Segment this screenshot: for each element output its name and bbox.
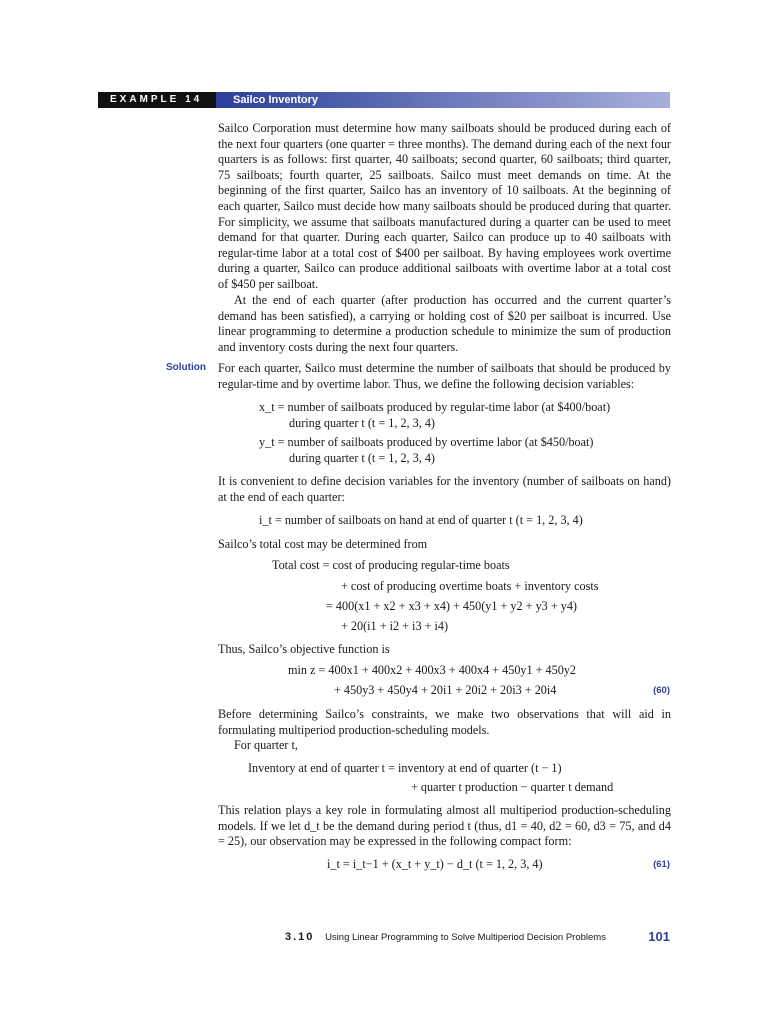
- equation-cost-line-1: Total cost = cost of producing regular-time boats: [272, 558, 510, 572]
- equation-objective-line-2: + 450y3 + 450y4 + 20i1 + 20i2 + 20i3 + 20i4: [334, 683, 557, 697]
- paragraph-inventory-vars: It is convenient to define decision variables for the inventory (number of sailboats on hand) at the end of each quarter:: [218, 474, 671, 504]
- equation-it-definition: i_t = number of sailboats on hand at end of quarter t (t = 1, 2, 3, 4): [259, 513, 583, 527]
- equation-number-61: (61): [653, 859, 670, 870]
- equation-number-60: (60): [653, 685, 670, 696]
- example-title: Sailco Inventory: [216, 92, 670, 108]
- footer-section-title: Using Linear Programming to Solve Multiperiod Decision Problems: [325, 932, 606, 943]
- equation-objective-line-1: min z = 400x1 + 400x2 + 400x3 + 400x4 + 450y1 + 450y2: [288, 663, 577, 677]
- paragraph-total-cost-intro: Sailco’s total cost may be determined from: [218, 537, 428, 551]
- equation-cost-line-2: + cost of producing overtime boats + inventory costs: [341, 579, 599, 593]
- paragraph-objective-intro: Thus, Sailco’s objective function is: [218, 642, 390, 656]
- equation-cost-line-3: = 400(x1 + x2 + x3 + x4) + 450(y1 + y2 + y3 + y4): [326, 599, 577, 613]
- equation-inventory-line-1: Inventory at end of quarter t = inventory at end of quarter (t − 1): [248, 761, 562, 775]
- paragraph-constraints-intro: Before determining Sailco’s constraints, we make two observations that will aid in formulating multiperiod production-scheduling models.: [218, 707, 671, 737]
- equation-yt-definition: y_t = number of sailboats produced by overtime labor (at $450/boat): [259, 435, 594, 449]
- paragraph-holding-cost: At the end of each quarter (after production has occurred and the current quarter’s demand has been satisfied), a carrying or holding cost of $20 per sailboat is incurred. Use linear programming to determine a production schedule to minimize the sum of production and inventory costs during the next four quarters.: [218, 293, 671, 354]
- page-number: 101: [648, 929, 670, 944]
- footer-section-number: 3.10: [285, 931, 315, 943]
- paragraph-relation: This relation plays a key role in formulating almost all multiperiod production-scheduling models. If we let d_t be the demand during period t (thus, d1 = 40, d2 = 60, d3 = 75, and d4 = 25), our observation may be expressed in the following compact form:: [218, 803, 671, 849]
- example-banner: [98, 92, 670, 108]
- equation-cost-line-4: + 20(i1 + i2 + i3 + i4): [341, 619, 449, 633]
- equation-yt-definition-cont: during quarter t (t = 1, 2, 3, 4): [289, 451, 435, 465]
- solution-label: Solution: [166, 362, 206, 373]
- paragraph-solution-intro: For each quarter, Sailco must determine the number of sailboats that should be produced by regular-time and by overtime labor. Thus, we define the following decision variables:: [218, 361, 671, 391]
- equation-xt-definition: x_t = number of sailboats produced by regular-time labor (at $400/boat): [259, 400, 611, 414]
- equation-compact-form: i_t = i_t−1 + (x_t + y_t) − d_t (t = 1, 2, 3, 4): [327, 857, 543, 871]
- paragraph-for-quarter: For quarter t,: [234, 738, 298, 752]
- example-number: EXAMPLE 14: [98, 92, 216, 108]
- equation-xt-definition-cont: during quarter t (t = 1, 2, 3, 4): [289, 416, 435, 430]
- paragraph-problem: Sailco Corporation must determine how many sailboats should be produced during each of the next four quarters (one quarter = three months). The demand during each of the next four quarters is as follows: first quarter, 40 sailboats; second quarter, 60 sailboats; third quarter, 75 sailboats; fourth quarter, 25 sailboats. Sailco must meet demands on time. At the beginning of the first quarter, Sailco has an inventory of 10 sailboats. At the beginning of each quarter, Sailco must decide how many sailboats should be produced during that quarter. For simplicity, we assume that sailboats manufactured during a quarter can be used to meet demand for that quarter. During each quarter, Sailco can produce up to 40 sailboats with regular-time labor at a total cost of $400 per sailboat. By having employees work overtime during a quarter, Sailco can produce additional sailboats with overtime labor at a total cost of $450 per sailboat.: [218, 121, 671, 291]
- running-footer: [285, 931, 606, 943]
- equation-inventory-line-2: + quarter t production − quarter t demand: [411, 780, 614, 794]
